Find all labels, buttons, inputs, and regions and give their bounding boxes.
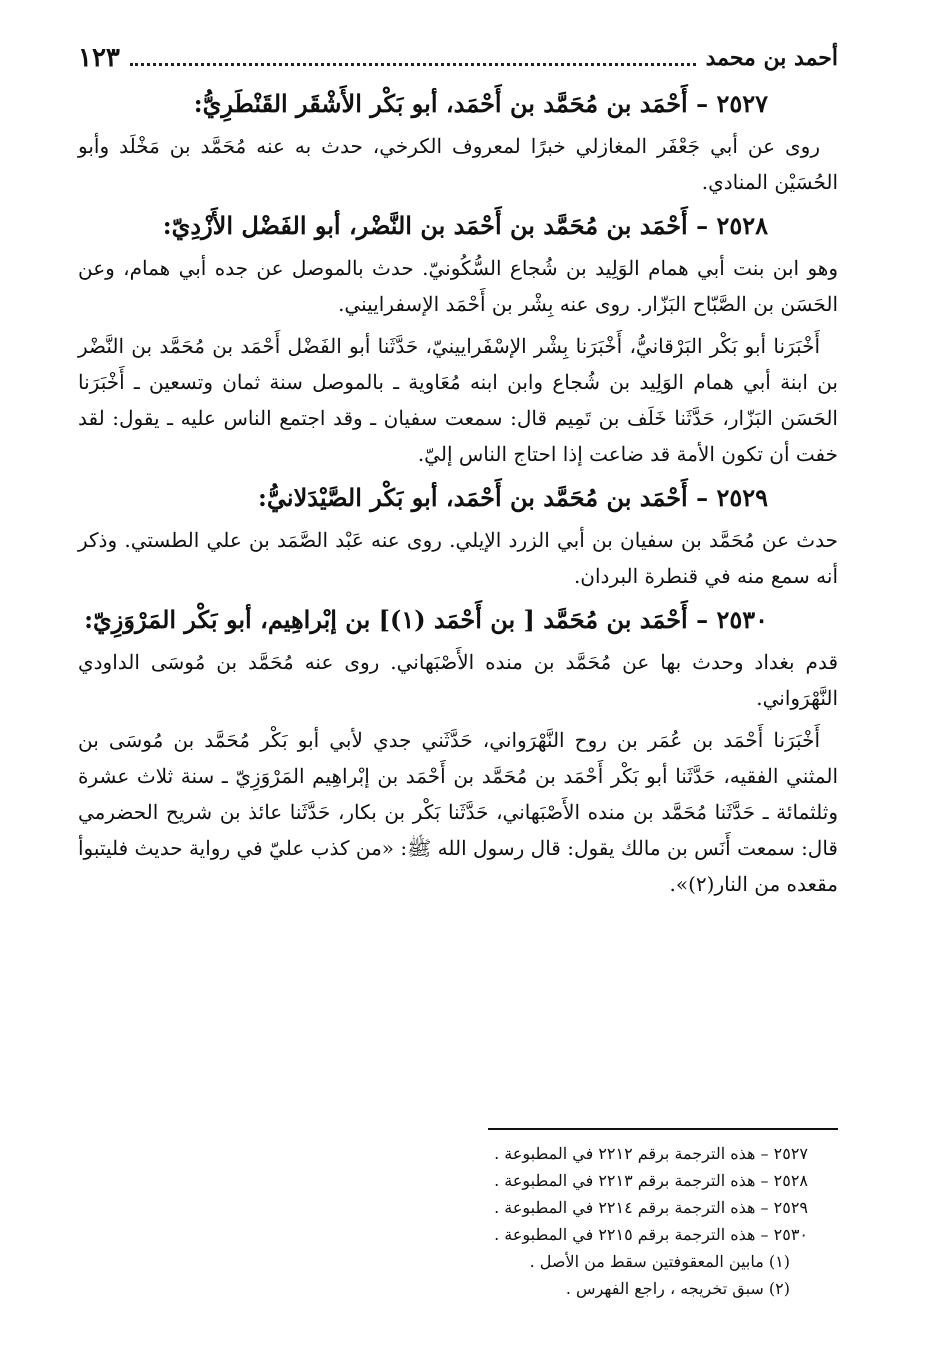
footnote: ٢٥٢٨ – هذه الترجمة برقم ٢٢١٣ في المطبوعة . xyxy=(494,1171,808,1190)
footnote: ٢٥٢٩ – هذه الترجمة برقم ٢٢١٤ في المطبوعة . xyxy=(494,1198,808,1217)
entry-heading: ٢٥٢٩ – أَحْمَد بن مُحَمَّد بن أَحْمَد، أبو بَكْر الصَّيْدَلانيُّ: xyxy=(258,483,768,512)
entry-paragraph: روى عن أبي جَعْفَر المغازلي خبرًا لمعروف الكرخي، حدث به عنه مُحَمَّد بن مَخْلَد وأبو الحُسَيْن المنادي. xyxy=(78,134,838,194)
footnote: ٢٥٢٧ – هذه الترجمة برقم ٢٢١٢ في المطبوعة . xyxy=(494,1144,808,1163)
footnote-separator xyxy=(488,1128,838,1130)
isnad-paragraph: أَخْبَرَنا أبو بَكْر البَرْقانيُّ، أَخْبَرَنا بِشْر الإسْفَرايينيّ، حَدَّثَنا أبو الفَضْل أَحْمَد بن مُحَمَّد بن النَّضْر بن ابنة أبي همام الوَلِيد بن شُجاع وابن ابنه مُعَاوية ـ بالموصل سنة ثمان وتسعين ـ أَخْبَرَنا الحَسَن البَزّار، حَدَّثَنا خَلَف بن تَمِيم قال: سمعت سفيان ـ وقد اجتمع الناس عليه ـ يقول: لقد خفت أن تكون الأمة قد ضاعت إذا احتاج الناس إليّ. xyxy=(78,334,838,466)
page-header xyxy=(78,38,838,78)
running-title: أحمد بن محمد xyxy=(705,45,838,71)
isnad-paragraph: أَخْبَرَنا أَحْمَد بن عُمَر بن روح النَّهْرَواني، حَدَّثَني جدي لأبي أبو بَكْر مُحَمَّد بن مُوسَى بن المثني الفقيه، حَدَّثَنا أبو بَكْر أَحْمَد بن مُحَمَّد بن أَحْمَد بن إبْراهِيم المَرْوَزِيّ ـ سنة ثلاث عشرة وثلثمائة ـ حَدَّثَنا مُحَمَّد بن منده الأَصْبَهاني، حَدَّثَنا بَكْر بن بكار، حَدَّثَنا عائذ بن شريح الحضرمي قال: سمعت أَنَس بن مالك يقول: قال رسول الله ﷺ: «من كذب عليّ في رواية حديث فليتبوأ مقعده من النار(٢)». xyxy=(78,728,838,896)
footnotes xyxy=(360,1140,838,1302)
entry-heading: ٢٥٢٧ – أَحْمَد بن مُحَمَّد بن أَحْمَد، أبو بَكْر الأَشْقَر القَنْطَرِيُّ: xyxy=(193,89,768,118)
entry-paragraph: حدث عن مُحَمَّد بن سفيان بن أبي الزرد الإيلي. روى عنه عَبْد الصَّمَد بن علي الطستي. وذكر أنه سمع منه في قنطرة البردان. xyxy=(78,528,838,588)
entry-2530 xyxy=(78,600,838,902)
footnote: (١) مابين المعقوفتين سقط من الأصل . xyxy=(529,1252,790,1271)
footnote: ٢٥٣٠ – هذه الترجمة برقم ٢٢١٥ في المطبوعة . xyxy=(494,1225,808,1244)
entry-heading: ٢٥٣٠ – أَحْمَد بن مُحَمَّد [ بن أَحْمَد (١)] بن إبْراهِيم، أبو بَكْر المَرْوَزِيّ: xyxy=(84,605,768,634)
entry-paragraph: قدم بغداد وحدث بها عن مُحَمَّد بن منده الأَصْبَهاني. روى عنه مُحَمَّد بن مُوسَى الداودي النَّهْرَواني. xyxy=(78,650,838,710)
entry-heading: ٢٥٢٨ – أَحْمَد بن مُحَمَّد بن أَحْمَد بن النَّضْر، أبو الفَضْل الأَزْدِيّ: xyxy=(162,211,768,240)
header-dotted-leader xyxy=(130,63,696,66)
footnote: (٢) سبق تخريجه ، راجع الفهرس . xyxy=(565,1279,790,1298)
entry-2529 xyxy=(78,478,838,594)
entry-paragraph: وهو ابن بنت أبي همام الوَلِيد بن شُجاع السُّكُونيّ. حدث بالموصل عن جده أبي همام، وعن الحَسَن بن الصَّبّاح البَزّار. روى عنه بِشْر بن أَحْمَد الإسفراييني. xyxy=(78,256,838,316)
page-body xyxy=(78,82,838,908)
entry-2527 xyxy=(78,84,838,200)
entry-2528 xyxy=(78,206,838,472)
page-number: ١٢٣ xyxy=(78,43,120,73)
